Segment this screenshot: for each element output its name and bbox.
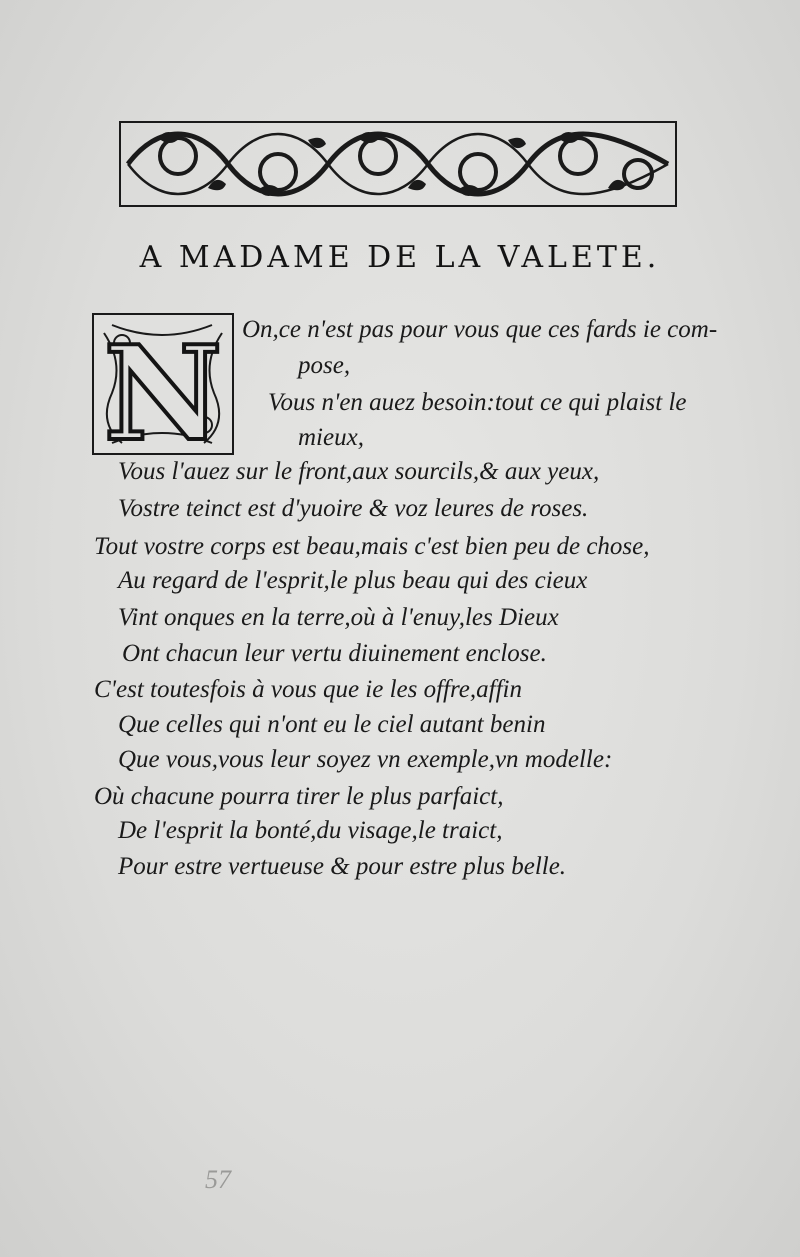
verse-line: On,ce n'est pas pour vous que ces fards ie com- <box>242 316 718 343</box>
verse-line: Où chacune pourra tirer le plus parfaict, <box>94 783 504 810</box>
verse-line: Que celles qui n'ont eu le ciel autant benin <box>118 711 546 738</box>
verse-line: Que vous,vous leur soyez vn exemple,vn modelle: <box>118 746 613 773</box>
verse-line: De l'esprit la bonté,du visage,le traict, <box>118 817 503 844</box>
verse-line: mieux, <box>298 424 364 451</box>
page-number: 57 <box>205 1165 231 1194</box>
verse-line: Vostre teinct est d'yuoire & voz leures de roses. <box>118 495 589 522</box>
verse-line: Ont chacun leur vertu diuinement enclose. <box>122 640 547 667</box>
drop-cap-letter: N <box>103 317 223 455</box>
verse-line: Vous l'auez sur le front,aux sourcils,& aux yeux, <box>118 458 600 485</box>
decorative-vine-headpiece <box>118 118 678 210</box>
page-title: A MADAME DE LA VALETE. <box>139 240 661 275</box>
verse-line: pose, <box>298 352 351 379</box>
verse-line: Tout vostre corps est beau,mais c'est bien peu de chose, <box>94 533 650 560</box>
verse-line: Vous n'en auez besoin:tout ce qui plaist le <box>268 389 687 416</box>
verse-line: Vint onques en la terre,où à l'enuy,les Dieux <box>118 604 559 631</box>
verse-line: C'est toutesfois à vous que ie les offre,affin <box>94 676 522 703</box>
decorated-initial <box>92 313 234 455</box>
verse-line: Au regard de l'esprit,le plus beau qui des cieux <box>118 567 588 594</box>
verse-line: Pour estre vertueuse & pour estre plus belle. <box>118 853 567 880</box>
